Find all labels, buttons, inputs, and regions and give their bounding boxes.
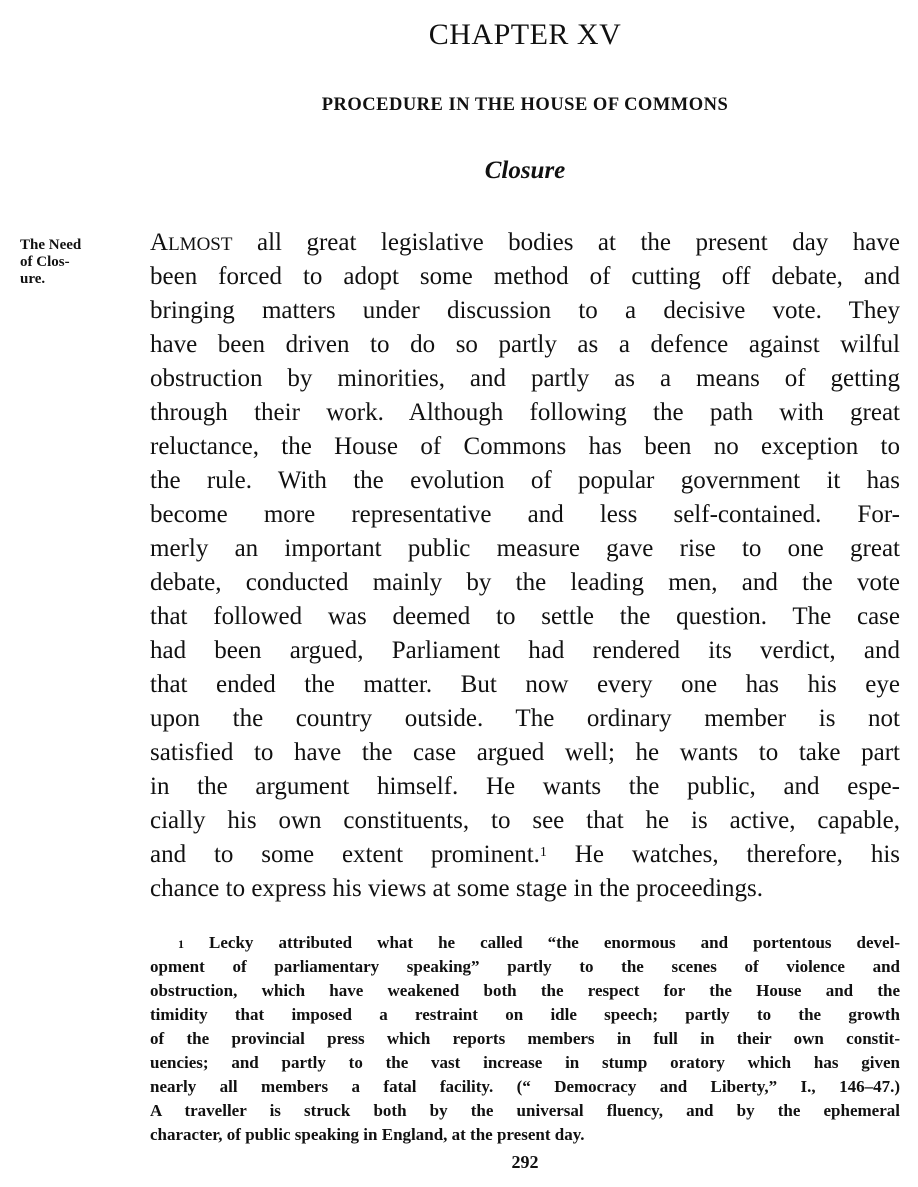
body-line: that ended the matter. But now every one has his eye [150,671,900,698]
body-line-text: He watches, therefore, his [546,841,900,868]
footnote-mark: 1 [178,937,184,951]
chapter-title: CHAPTER XV [428,18,622,51]
body-line: chance to express his views at some stage in the proceedings. [150,875,764,902]
body-line-text: all great legislative bodies at the present day have [232,229,900,256]
page-number: 292 [511,1152,539,1172]
body-line: reluctance, the House of Commons has been no exception to [150,433,900,460]
body-line: in the argument himself. He wants the public, and espe- [150,773,900,800]
body-line: bringing matters under discussion to a decisive vote. They [150,297,900,324]
footnote-line: A traveller is struck both by the universal fluency, and by the ephemeral [150,1101,900,1120]
margin-note-line: ure. [20,271,46,287]
body-line: the rule. With the evolution of popular government it has [150,467,900,494]
footnote-line: timidity that imposed a restraint on idle speech; partly to the growth [150,1005,900,1024]
opening-word [150,229,232,256]
subsection-title: Closure [484,157,566,184]
body-line: through their work. Although following the path with great [150,399,900,426]
footnote-line: nearly all members a fatal facility. (“ Democracy and Liberty,” I., 146–47.) [150,1077,900,1096]
body-line-text: and to some extent prominent. [150,841,540,868]
footnote-line: of the provincial press which reports members in full in their own constit- [150,1029,900,1048]
footnote [150,931,900,1147]
footnote-line: character, of public speaking in England, at the present day. [150,1125,585,1144]
opening-small-caps: LMOST [168,234,233,255]
footnote-line: opment of parliamentary speaking” partly to the scenes of violence and [150,957,900,976]
body-line: become more representative and less self-contained. For- [150,501,900,528]
body-line: that followed was deemed to settle the question. The case [150,603,900,630]
opening-capital: A [150,229,169,256]
body-line [150,226,900,260]
body-line: cially his own constituents, to see that he is active, capable, [150,807,900,834]
footnote-line-text: Lecky attributed what he called “the enormous and portentous devel- [184,933,900,952]
body-line [150,838,900,872]
body-line: had been argued, Parliament had rendered its verdict, and [150,637,900,664]
footnote-line: obstruction, which have weakened both the respect for the House and the [150,981,900,1000]
margin-note [20,237,130,288]
body-line: upon the country outside. The ordinary member is not [150,705,900,732]
footnote-reference[interactable]: 1 [539,845,547,860]
body-line: obstruction by minorities, and partly as a means of getting [150,365,900,392]
margin-note-line: of Clos- [20,254,70,270]
body-paragraph [150,226,900,906]
body-line: been forced to adopt some method of cutting off debate, and [150,263,900,290]
footnote-line [150,931,900,955]
body-line: debate, conducted mainly by the leading men, and the vote [150,569,900,596]
footnote-line: uencies; and partly to the vast increase in stump oratory which has given [150,1053,900,1072]
section-title: PROCEDURE IN THE HOUSE OF COMMONS [321,95,729,115]
body-line: merly an important public measure gave rise to one great [150,535,900,562]
body-line: satisfied to have the case argued well; he wants to take part [150,739,900,766]
body-line: have been driven to do so partly as a defence against wilful [150,331,900,358]
margin-note-line: The Need [20,237,82,253]
